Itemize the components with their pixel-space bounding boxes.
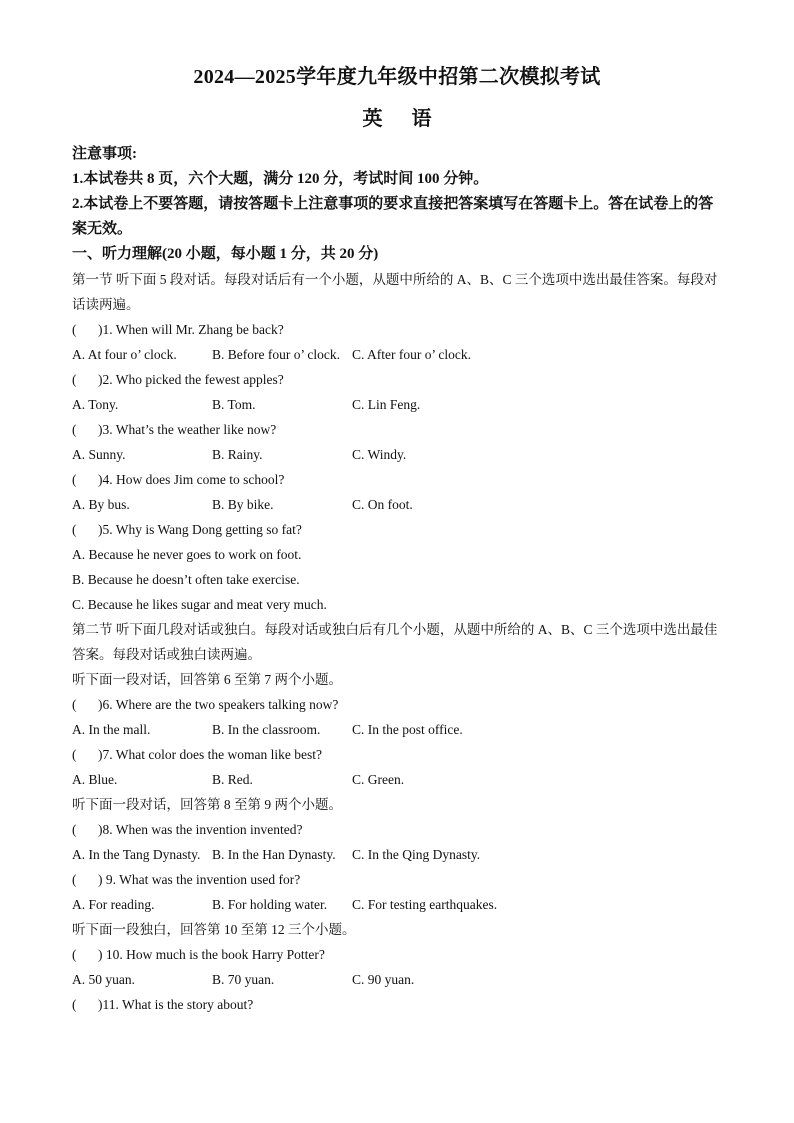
option-a: A. Sunny. [72, 447, 126, 462]
option-b: B. In the classroom. [212, 722, 321, 737]
answer-blank[interactable]: ( [72, 472, 77, 487]
option-a: A. In the Tang Dynasty. [72, 847, 201, 862]
option-c: C. 90 yuan. [352, 972, 415, 987]
option-a: A. In the mall. [72, 722, 151, 737]
notice-heading: 注意事项: [72, 146, 137, 162]
question-text: ) 9. What was the invention used for? [98, 872, 301, 887]
question-3 [72, 417, 722, 442]
option-b: B. In the Han Dynasty. [212, 847, 336, 862]
answer-blank[interactable]: ( [72, 947, 77, 962]
option-b: B. Tom. [212, 397, 256, 412]
part2-instructions: 第二节 听下面几段对话或独白。每段对话或独白后有几个小题，从题中所给的 A、B、C 三个选项中选出最佳答案。每段对话或独白读两遍。 [72, 622, 718, 662]
option-c: C. Lin Feng. [352, 397, 421, 412]
option-c: C. In the Qing Dynasty. [352, 847, 481, 862]
group-intro: 听下面一段对话，回答第 8 至第 9 两个小题。 [72, 797, 342, 812]
option-b: B. For holding water. [212, 897, 328, 912]
option-b: B. Rainy. [212, 447, 263, 462]
question-7 [72, 742, 722, 767]
answer-blank[interactable]: ( [72, 822, 77, 837]
answer-blank[interactable]: ( [72, 997, 77, 1012]
option-c: C. Green. [352, 772, 405, 787]
option-c: C. For testing earthquakes. [352, 897, 498, 912]
question-text: )2. Who picked the fewest apples? [98, 372, 284, 387]
options-row [72, 967, 722, 992]
options-row [72, 342, 722, 367]
question-2 [72, 367, 722, 392]
exam-title: 2024—2025学年度九年级中招第二次模拟考试 [193, 66, 601, 88]
question-9 [72, 867, 722, 892]
option-a: A. Blue. [72, 772, 118, 787]
option-a: A. For reading. [72, 897, 155, 912]
option-b: B. By bike. [212, 497, 274, 512]
question-8 [72, 817, 722, 842]
question-text: ) 10. How much is the book Harry Potter? [98, 947, 325, 962]
question-text: )11. What is the story about? [98, 997, 254, 1012]
section-heading: 一、听力理解(20 小题，每小题 1 分，共 20 分) [72, 246, 379, 262]
option-c: C. Windy. [352, 447, 407, 462]
notice-item-2: 2.本试卷上不要答题，请按答题卡上注意事项的要求直接把答案填写在答题卡上。答在试卷上的答案无效。 [72, 196, 714, 237]
answer-blank[interactable]: ( [72, 872, 77, 887]
question-4 [72, 467, 722, 492]
question-text: )4. How does Jim come to school? [98, 472, 285, 487]
option-a: A. At four o’ clock. [72, 347, 177, 362]
question-text: )3. What’s the weather like now? [98, 422, 277, 437]
options-row [72, 892, 722, 917]
options-row [72, 842, 722, 867]
option-c: C. After four o’ clock. [352, 347, 471, 362]
question-1 [72, 317, 722, 342]
question-10 [72, 942, 722, 967]
option-a: A. 50 yuan. [72, 972, 135, 987]
option-a: A. Tony. [72, 397, 119, 412]
question-5 [72, 517, 722, 542]
answer-blank[interactable]: ( [72, 422, 77, 437]
question-11 [72, 992, 722, 1017]
answer-blank[interactable]: ( [72, 372, 77, 387]
exam-page [72, 62, 722, 1017]
options-row [72, 717, 722, 742]
option-a: A. Because he never goes to work on foot. [72, 547, 302, 562]
option-b: B. Before four o’ clock. [212, 347, 340, 362]
group-intro: 听下面一段对话，回答第 6 至第 7 两个小题。 [72, 672, 342, 687]
answer-blank[interactable]: ( [72, 697, 77, 712]
option-b: B. 70 yuan. [212, 972, 275, 987]
option-b: B. Red. [212, 772, 253, 787]
question-text: )6. Where are the two speakers talking now? [98, 697, 339, 712]
part1-instructions: 第一节 听下面 5 段对话。每段对话后有一个小题，从题中所给的 A、B、C 三个选项中选出最佳答案。每段对话读两遍。 [72, 272, 718, 312]
option-b: B. Because he doesn’t often take exercise. [72, 572, 300, 587]
question-text: )7. What color does the woman like best? [98, 747, 322, 762]
option-a: A. By bus. [72, 497, 130, 512]
question-text: )1. When will Mr. Zhang be back? [98, 322, 284, 337]
option-c: C. Because he likes sugar and meat very much. [72, 597, 327, 612]
options-row [72, 767, 722, 792]
notice-item-1: 1.本试卷共 8 页，六个大题，满分 120 分，考试时间 100 分钟。 [72, 171, 489, 187]
answer-blank[interactable]: ( [72, 522, 77, 537]
group-intro: 听下面一段独白，回答第 10 至第 12 三个小题。 [72, 922, 356, 937]
options-row [72, 492, 722, 517]
options-row [72, 442, 722, 467]
question-text: )8. When was the invention invented? [98, 822, 303, 837]
answer-blank[interactable]: ( [72, 322, 77, 337]
answer-blank[interactable]: ( [72, 747, 77, 762]
subject-title: 英 语 [362, 108, 444, 130]
question-text: )5. Why is Wang Dong getting so fat? [98, 522, 302, 537]
option-c: C. In the post office. [352, 722, 463, 737]
option-c: C. On foot. [352, 497, 413, 512]
options-row [72, 392, 722, 417]
question-6 [72, 692, 722, 717]
